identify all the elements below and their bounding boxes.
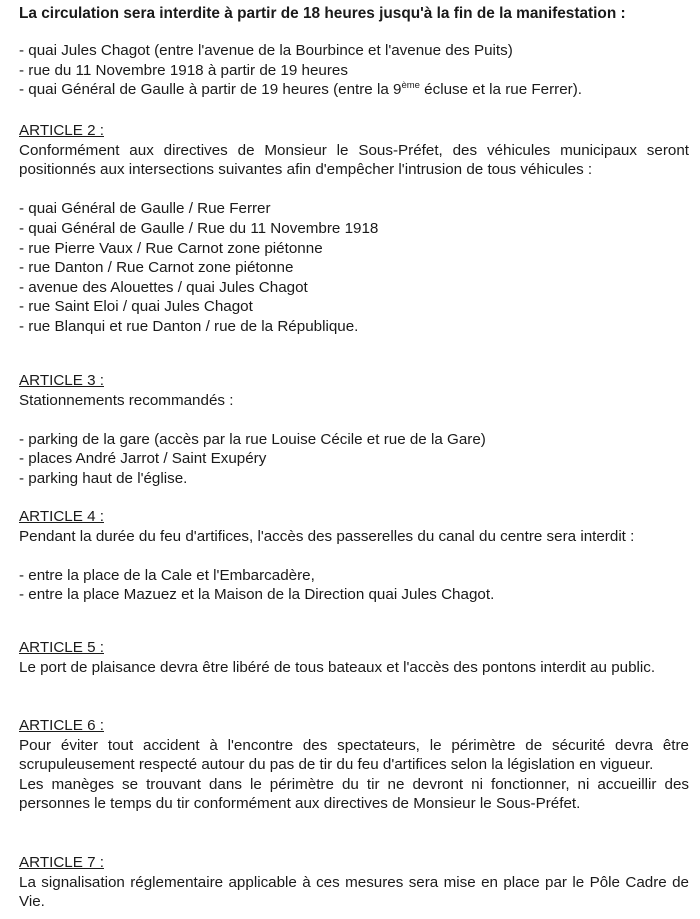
article-6 — [19, 716, 689, 814]
article-4 — [19, 507, 689, 605]
list-item: - quai Général de Gaulle à partir de 19 heures (entre la 9ème écluse et la rue Ferrer). — [19, 80, 582, 99]
list-item: - quai Général de Gaulle / Rue du 11 Novembre 1918 — [19, 219, 379, 237]
article-3 — [19, 371, 689, 489]
article-text: Pour éviter tout accident à l'encontre des spectateurs, le périmètre de sécurité devra être scrupuleusement respecté autour du pas de tir du feu d'artifices selon la législation en vigueur. — [19, 736, 689, 774]
intro-heading: La circulation sera interdite à partir de 18 heures jusqu'à la fin de la manifestation : — [19, 5, 626, 22]
article-text: Conformément aux directives de Monsieur le Sous-Préfet, des véhicules municipaux seront positionnés aux intersections suivantes afin d'empêcher l'intrusion de tous véhicules : — [19, 141, 689, 179]
list-item: - rue Saint Eloi / quai Jules Chagot — [19, 298, 253, 316]
list-item: - places André Jarrot / Saint Exupéry — [19, 450, 267, 468]
article-7 — [19, 853, 689, 912]
article-text: Stationnements recommandés : — [19, 391, 234, 409]
article-heading: ARTICLE 3 : — [19, 372, 104, 389]
article-heading: ARTICLE 7 : — [19, 854, 104, 871]
article-heading: ARTICLE 2 : — [19, 122, 104, 139]
list-item: - avenue des Alouettes / quai Jules Chagot — [19, 278, 308, 296]
list-item: - quai Jules Chagot (entre l'avenue de la Bourbince et l'avenue des Puits) — [19, 42, 513, 59]
article-5 — [19, 638, 689, 677]
article-2 — [19, 121, 689, 337]
article-text: Pendant la durée du feu d'artifices, l'accès des passerelles du canal du centre sera interdit : — [19, 527, 635, 545]
article-text: La signalisation réglementaire applicable à ces mesures sera mise en place par le Pôle Cadre de Vie. — [19, 873, 689, 911]
article-heading: ARTICLE 5 : — [19, 639, 104, 656]
list-item: - parking de la gare (accès par la rue Louise Cécile et rue de la Gare) — [19, 430, 486, 448]
article-text: Le port de plaisance devra être libéré de tous bateaux et l'accès des pontons interdit au public. — [19, 658, 656, 676]
list-item: - quai Général de Gaulle / Rue Ferrer — [19, 200, 271, 218]
list-item: - parking haut de l'église. — [19, 469, 188, 487]
list-item: - rue du 11 Novembre 1918 à partir de 19 heures — [19, 61, 348, 79]
list-item: - rue Pierre Vaux / Rue Carnot zone piétonne — [19, 239, 323, 257]
list-item: - entre la place Mazuez et la Maison de la Direction quai Jules Chagot. — [19, 586, 495, 604]
intro-list — [19, 41, 689, 100]
article-text: Les manèges se trouvant dans le périmètre du tir ne devront ni fonctionner, ni accueillir des personnes le temps du tir conformément aux directives de Monsieur le Sous-Préfet. — [19, 775, 689, 813]
article-heading: ARTICLE 6 : — [19, 717, 104, 734]
list-item: - rue Blanqui et rue Danton / rue de la République. — [19, 317, 359, 335]
article-heading: ARTICLE 4 : — [19, 508, 104, 525]
list-item: - rue Danton / Rue Carnot zone piétonne — [19, 259, 294, 277]
list-item: - entre la place de la Cale et l'Embarcadère, — [19, 566, 315, 584]
